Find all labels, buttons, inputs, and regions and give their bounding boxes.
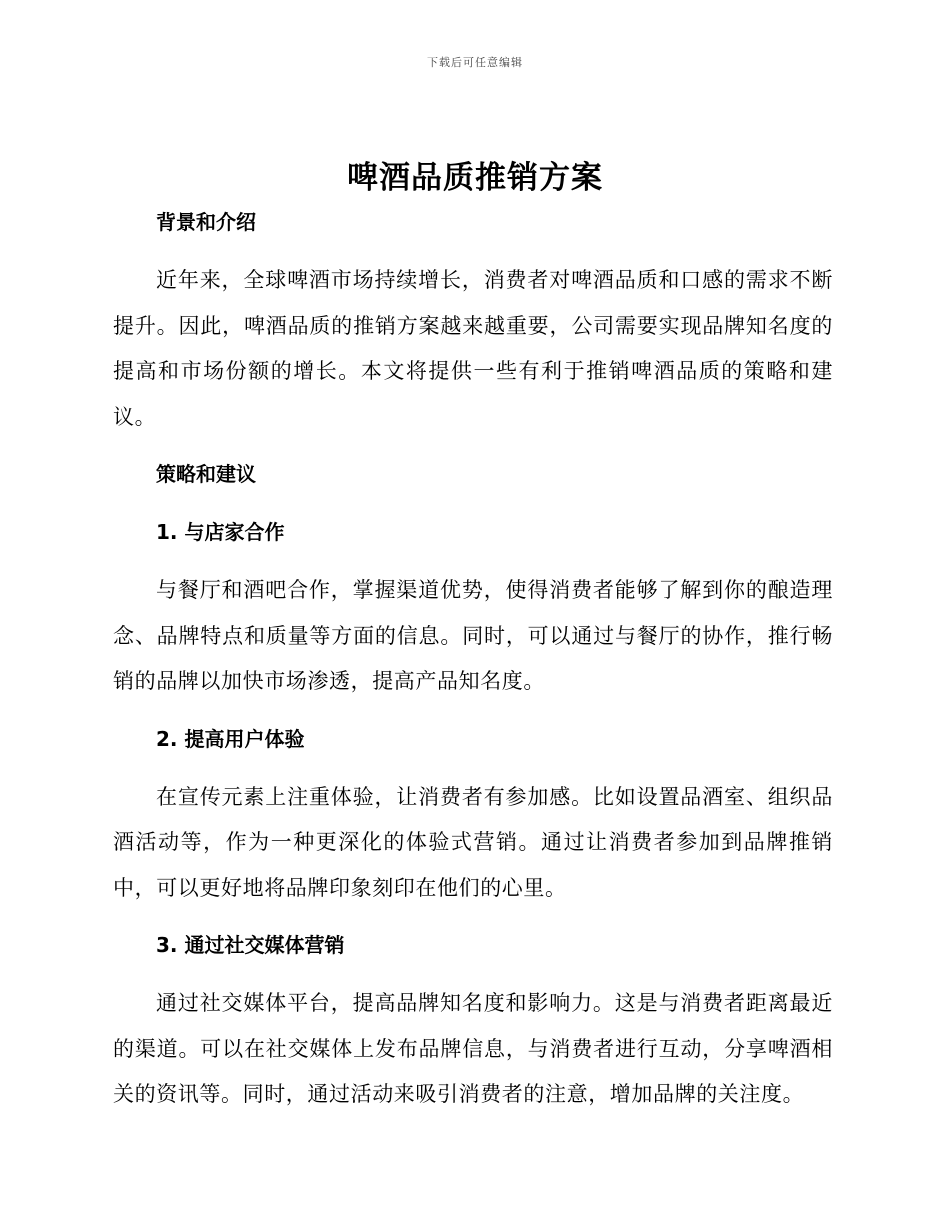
section-paragraph-background: 近年来，全球啤酒市场持续增长，消费者对啤酒品质和口感的需求不断提升。因此，啤酒品质的推销方案越来越重要，公司需要实现品牌知名度的提高和市场份额的增长。本文将提供一些有利于推销啤酒品质的策略和建议。: [113, 268, 833, 429]
section-paragraph-partner-stores: 与餐厅和酒吧合作，掌握渠道优势，使得消费者能够了解到你的酿造理念、品牌特点和质量等方面的信息。同时，可以通过与餐厅的协作，推行畅销的品牌以加快市场渗透，提高产品知名度。: [113, 578, 833, 693]
section-heading-strategies: 策略和建议: [156, 462, 256, 486]
section-heading-background: 背景和介绍: [156, 210, 256, 234]
spacer: [113, 911, 833, 923]
spacer: [113, 440, 833, 452]
section-heading-partner-stores: 1. 与店家合作: [156, 520, 285, 544]
section-heading-user-experience: 2. 提高用户体验: [156, 726, 305, 751]
spacer: [113, 967, 833, 981]
section-paragraph-social-media: 通过社交媒体平台，提高品牌知名度和影响力。这是与消费者距离最近的渠道。可以在社交媒体上发布品牌信息，与消费者进行互动，分享啤酒相关的资讯等。同时，通过活动来吸引消费者的注意，增加品牌的关注度。: [113, 991, 833, 1106]
document-title: 啤酒品质推销方案: [347, 160, 603, 196]
spacer: [113, 554, 833, 568]
spacer: [113, 761, 833, 775]
section-heading-social-media: 3. 通过社交媒体营销: [156, 933, 345, 957]
spacer: [113, 496, 833, 510]
spacer: [113, 705, 833, 717]
page-header-note: 下载后可任意编辑: [427, 56, 523, 69]
spacer: [113, 244, 833, 258]
section-paragraph-user-experience: 在宣传元素上注重体验，让消费者有参加感。比如设置品酒室、组织品酒活动等，作为一种更深化的体验式营销。通过让消费者参加到品牌推销中，可以更好地将品牌印象刻印在他们的心里。: [113, 784, 833, 900]
document-body: [113, 200, 833, 1118]
